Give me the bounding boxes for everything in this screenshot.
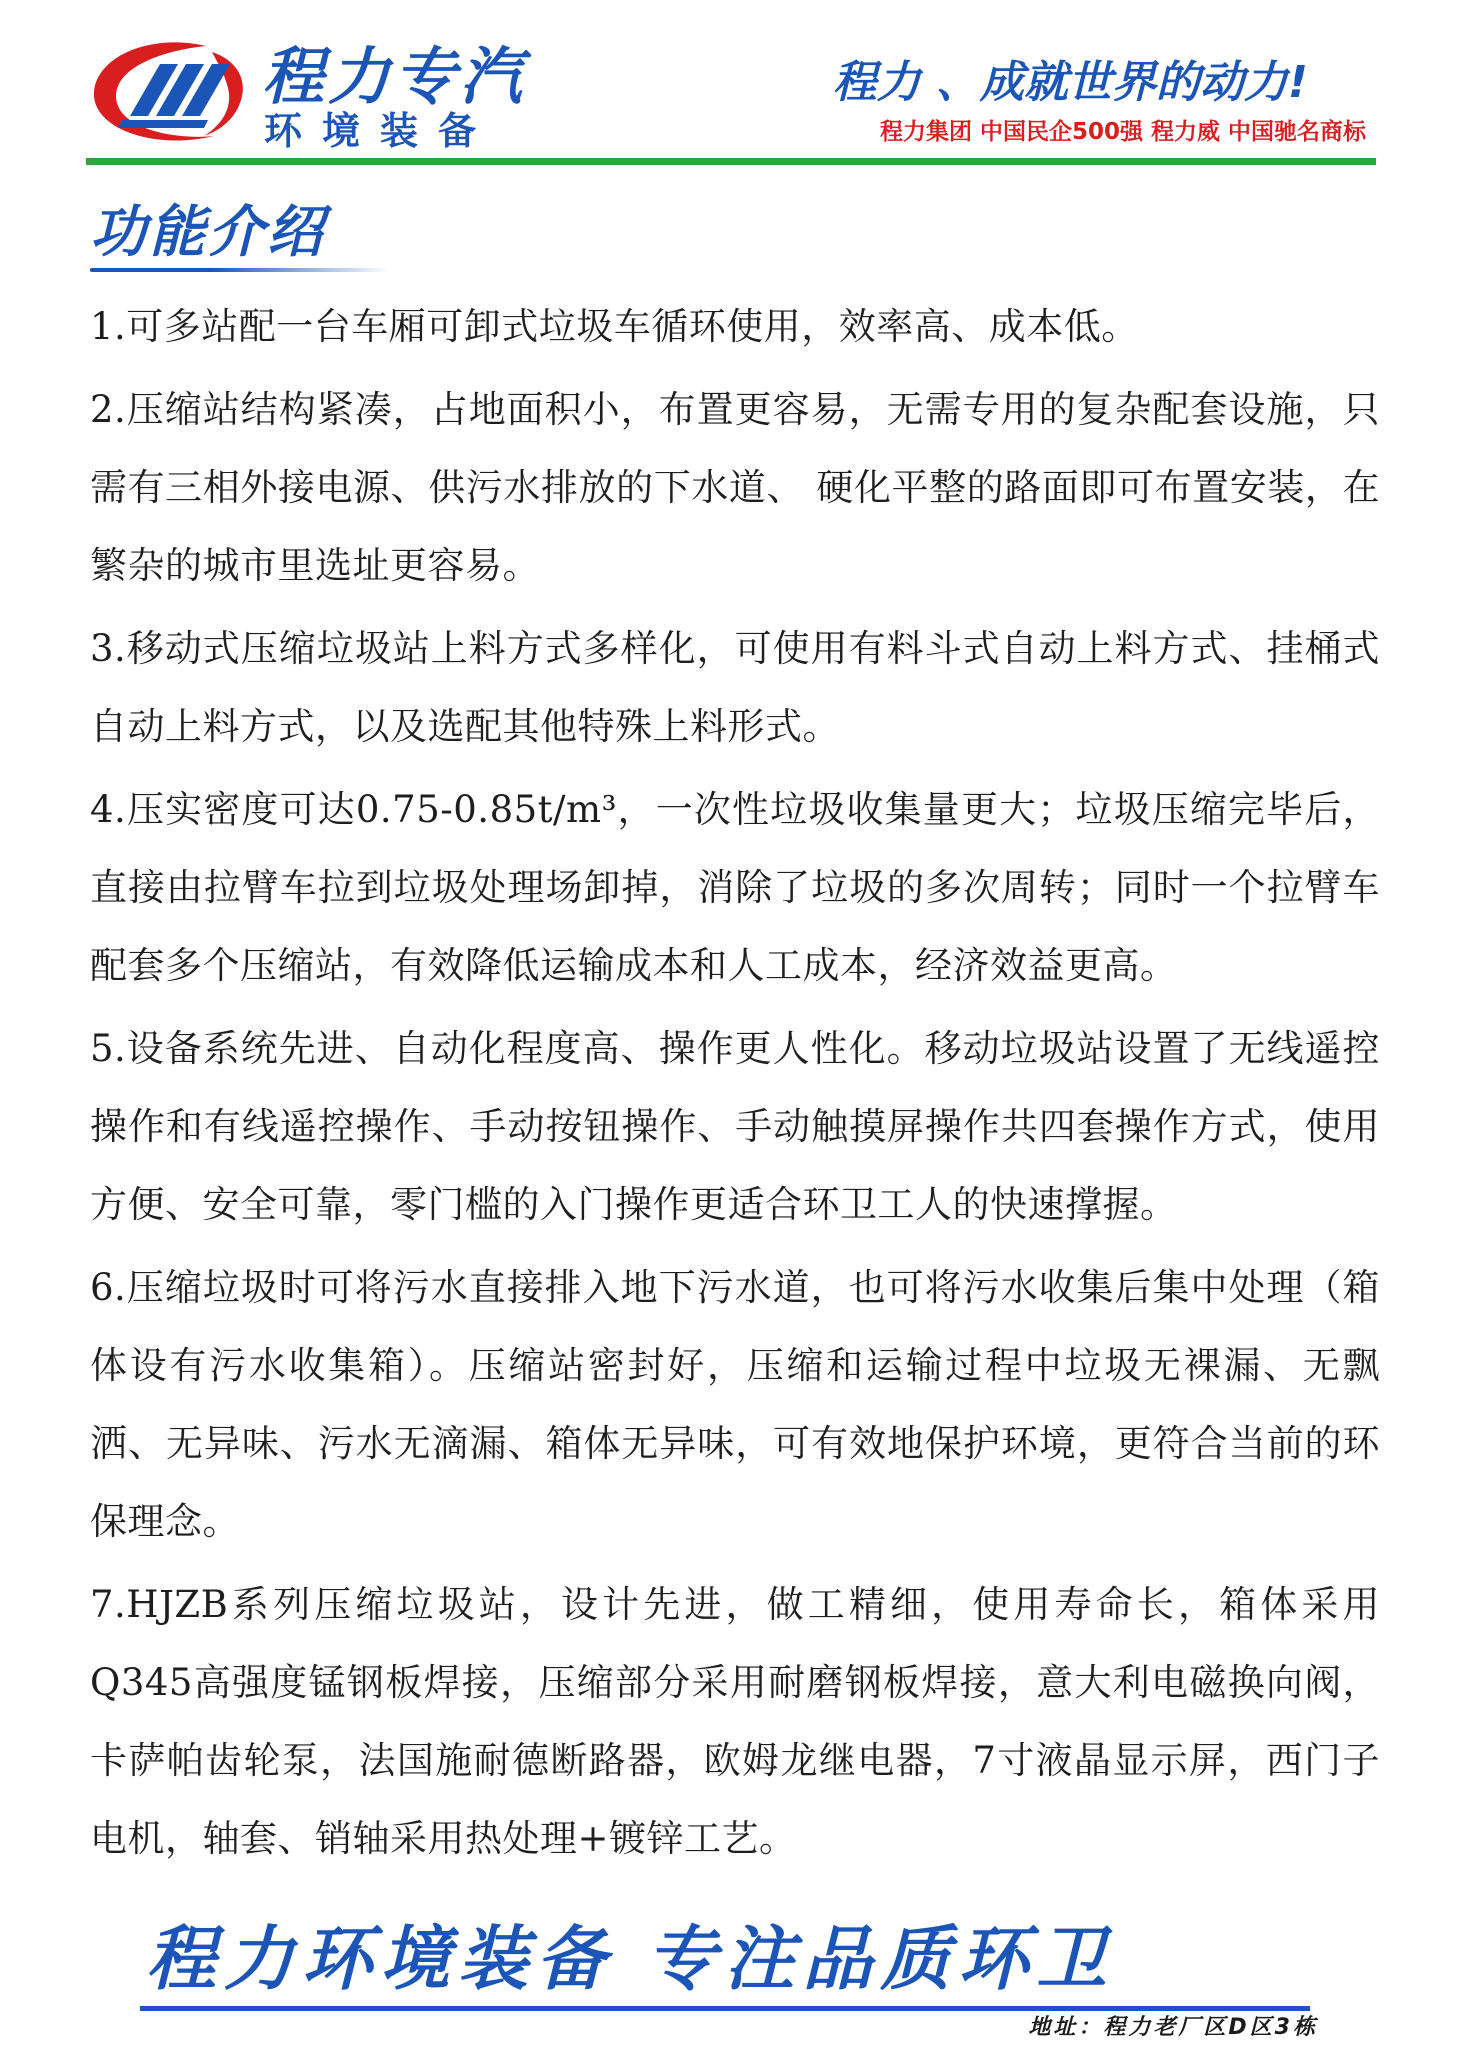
page-header — [0, 0, 1458, 170]
header-tagline: 程力集团 中国民企500强 程力威 中国驰名商标 — [879, 119, 1366, 145]
feature-paragraph-2: 2.压缩站结构紧凑，占地面积小，布置更容易，无需专用的复杂配套设施，只需有三相外接电源、供污水排放的下水道、 硬化平整的路面即可布置安装，在繁杂的城市里选址更容易。 — [90, 388, 1380, 587]
footer-slogan: 程力环境装备 专注品质环卫 — [146, 1918, 1115, 2000]
feature-list — [90, 288, 1380, 1883]
section-title: 功能介绍 — [90, 200, 326, 265]
feature-paragraph-5: 5.设备系统先进、自动化程度高、操作更人性化。移动垃圾站设置了无线遥控操作和有线遥控操作、手动按钮操作、手动触摸屏操作共四套操作方式，使用方便、安全可靠，零门槛的入门操作更适合环卫工人的快速撑握。 — [90, 1027, 1380, 1226]
header-slogan: 程力 、成就世界的动力! — [832, 57, 1308, 108]
footer-address: 地址：程力老厂区D区3栋 — [1028, 2015, 1318, 2040]
brand-name: 程力专汽 — [262, 40, 527, 113]
feature-paragraph-4: 4.压实密度可达0.75-0.85t/m³，一次性垃圾收集量更大；垃圾压缩完毕后，直接由拉臂车拉到垃圾处理场卸掉，消除了垃圾的多次周转；同时一个拉臂车配套多个压缩站，有效降低运输成本和人工成本，经济效益更高。 — [90, 788, 1380, 987]
brand-subtitle: 环境装备 — [264, 109, 497, 153]
feature-paragraph-6: 6.压缩垃圾时可将污水直接排入地下污水道，也可将污水收集后集中处理（箱体设有污水收集箱）。压缩站密封好，压缩和运输过程中垃圾无裸漏、无飘洒、无异味、污水无滴漏、箱体无异味，可有效地保护环境，更符合当前的环保理念。 — [90, 1266, 1380, 1543]
footer-divider — [140, 2006, 1310, 2011]
feature-paragraph-3: 3.移动式压缩垃圾站上料方式多样化，可使用有料斗式自动上料方式、挂桶式自动上料方式，以及选配其他特殊上料形式。 — [90, 627, 1380, 748]
chengli-logo-icon — [86, 38, 248, 148]
feature-paragraph-7: 7.HJZB系列压缩垃圾站，设计先进，做工精细，使用寿命长，箱体采用Q345高强度锰钢板焊接，压缩部分采用耐磨钢板焊接，意大利电磁换向阀，卡萨帕齿轮泵，法国施耐德断路器，欧姆龙继电器，7寸液晶显示屏，西门子电机，轴套、销轴采用热处理+镀锌工艺。 — [90, 1583, 1380, 1860]
section-title-underline — [90, 268, 390, 272]
feature-paragraph-1: 1.可多站配一台车厢可卸式垃圾车循环使用，效率高、成本低。 — [90, 305, 1139, 348]
header-divider — [86, 158, 1376, 165]
